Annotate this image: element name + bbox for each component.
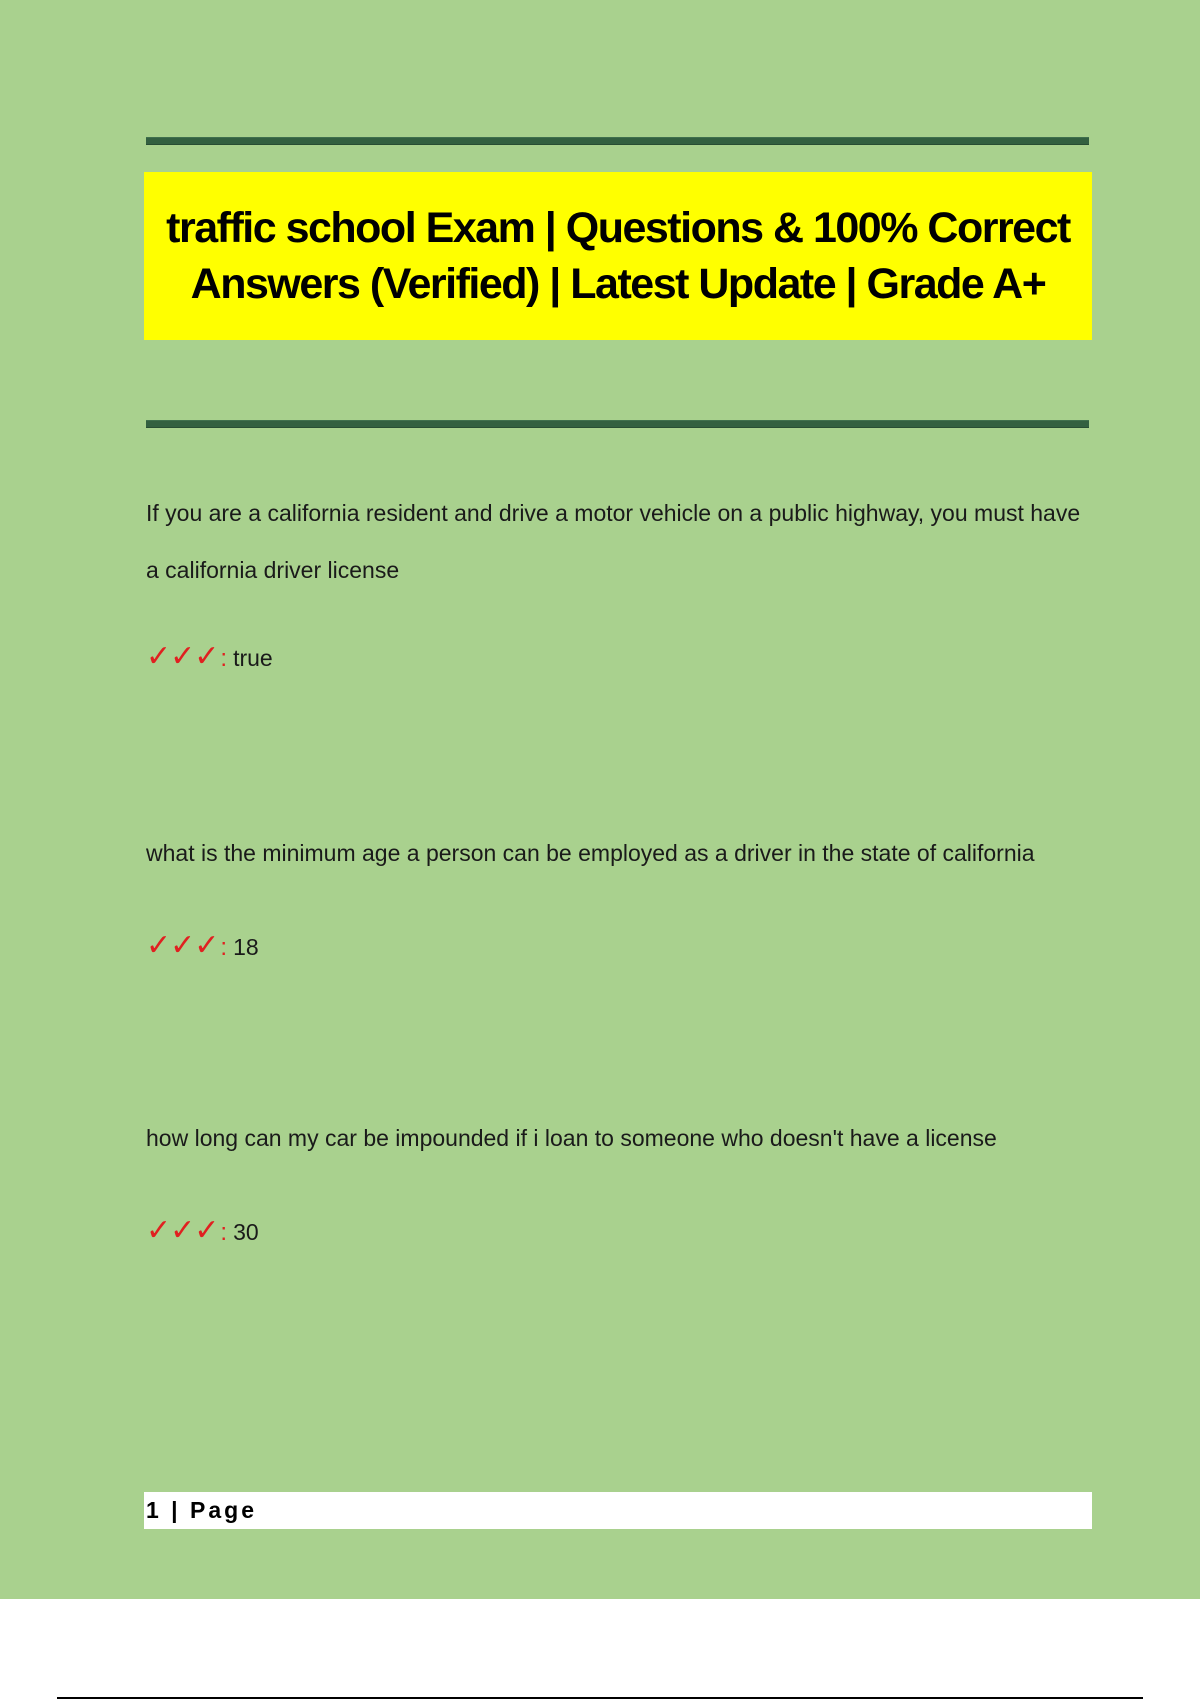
page-footer xyxy=(144,1492,1092,1529)
qa-item xyxy=(146,1110,1096,1248)
checkmark-icon: ✓✓✓ xyxy=(146,928,219,963)
answer-text: 30 xyxy=(233,1219,259,1245)
answer-separator: : xyxy=(220,934,228,961)
top-divider xyxy=(146,137,1089,145)
answer-line xyxy=(146,1213,259,1248)
title-highlight xyxy=(144,172,1092,340)
answer-text: true xyxy=(233,645,273,671)
answer-text: 18 xyxy=(233,934,259,960)
answer-line xyxy=(146,639,273,674)
title-bottom-divider xyxy=(146,420,1089,428)
checkmark-icon: ✓✓✓ xyxy=(146,639,219,674)
qa-item xyxy=(146,825,1096,963)
qa-item xyxy=(146,485,1096,674)
answer-separator: : xyxy=(220,1219,228,1246)
bottom-divider xyxy=(57,1697,1143,1699)
checkmark-icon: ✓✓✓ xyxy=(146,1213,219,1248)
question-text: how long can my car be impounded if i loan to someone who doesn't have a license xyxy=(146,1125,997,1151)
answer-line xyxy=(146,928,259,963)
document-title: traffic school Exam | Questions & 100% Correct Answers (Verified) | Latest Update | Grade A+ xyxy=(166,204,1070,308)
page-number: 1 | Page xyxy=(146,1497,257,1523)
question-text: what is the minimum age a person can be employed as a driver in the state of california xyxy=(146,840,1035,866)
question-text: If you are a california resident and drive a motor vehicle on a public highway, you must have a california driver license xyxy=(146,500,1081,583)
answer-separator: : xyxy=(220,645,228,672)
